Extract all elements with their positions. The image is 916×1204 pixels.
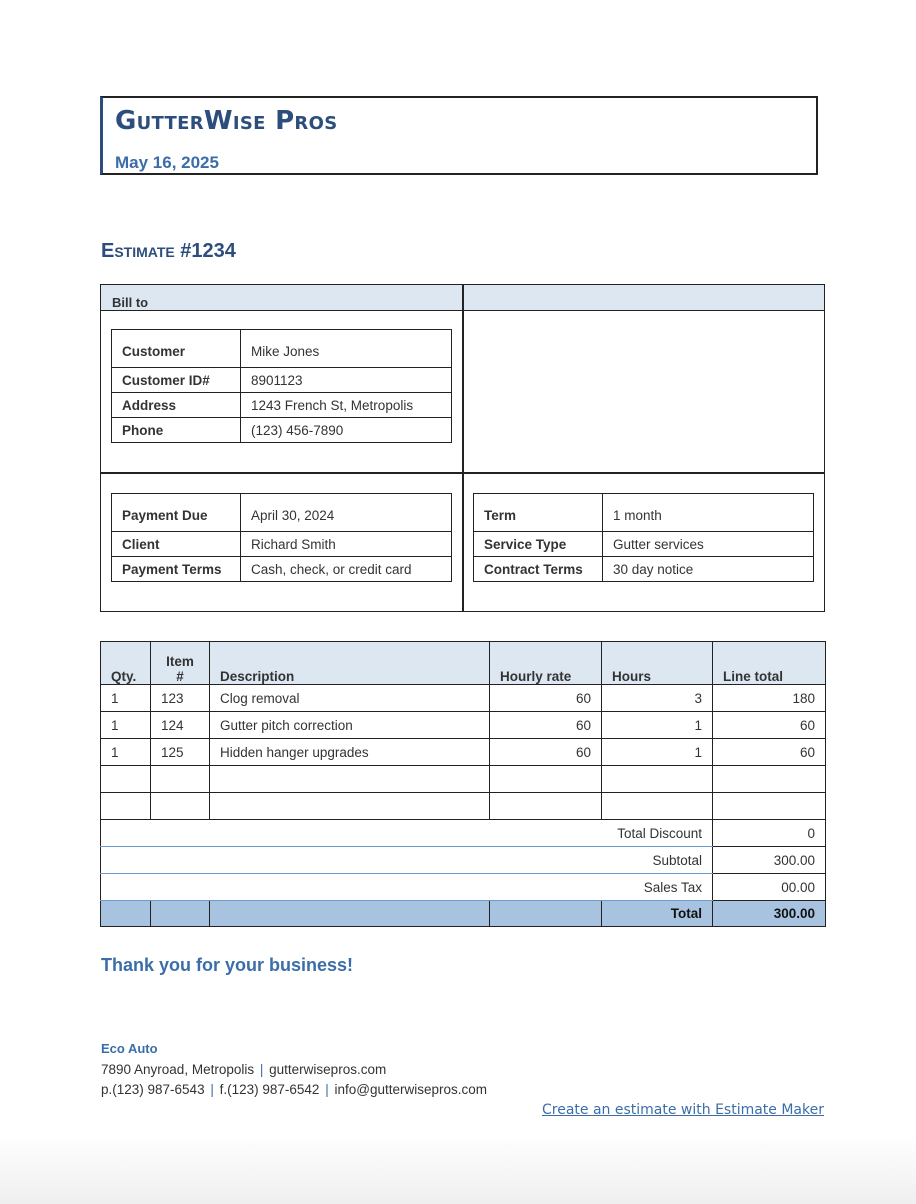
- payment-row: [112, 532, 452, 557]
- hourly-rate-cell: [490, 793, 602, 820]
- total-label: Total: [602, 901, 713, 927]
- company-header: [100, 96, 818, 175]
- payment-terms-label: Payment Terms: [112, 557, 241, 582]
- table-row: [101, 685, 826, 712]
- contract-table: [473, 493, 814, 582]
- phone-label: Phone: [112, 418, 241, 443]
- item-number-cell: [151, 793, 210, 820]
- hourly-rate-cell: 60: [490, 739, 602, 766]
- qty-cell: [101, 766, 151, 793]
- footer-address-line: [101, 1062, 386, 1077]
- description-cell: [210, 793, 490, 820]
- contract-row: [474, 532, 814, 557]
- footer-phone: p.(123) 987-6543: [101, 1082, 205, 1097]
- total-discount-value: 0: [713, 820, 826, 847]
- table-row-empty: [101, 766, 826, 793]
- hours-cell: 1: [602, 712, 713, 739]
- divider-vertical: [462, 285, 464, 611]
- contract-row: [474, 494, 814, 532]
- sales-tax-label: Sales Tax: [101, 874, 713, 901]
- footer-contact-line: [101, 1082, 487, 1097]
- estimate-title: Estimate #1234: [101, 240, 236, 262]
- items-header-row: [101, 642, 826, 685]
- bill-to-row: [112, 418, 452, 443]
- hourly-rate-cell: 60: [490, 712, 602, 739]
- contract-terms-value: 30 day notice: [603, 557, 814, 582]
- hourly-rate-cell: [490, 766, 602, 793]
- footer-separator: |: [325, 1082, 329, 1097]
- hourly-rate-cell: 60: [490, 685, 602, 712]
- contract-terms-label: Contract Terms: [474, 557, 603, 582]
- line-total-cell: 60: [713, 739, 826, 766]
- service-type-label: Service Type: [474, 532, 603, 557]
- hours-cell: [602, 766, 713, 793]
- address-label: Address: [112, 393, 241, 418]
- bill-to-row: [112, 393, 452, 418]
- table-row: [101, 739, 826, 766]
- qty-cell: [101, 793, 151, 820]
- item-number-header: Item #: [151, 642, 210, 685]
- subtotal-row: [101, 847, 826, 874]
- client-info-section: [100, 284, 825, 612]
- sales-tax-value: 00.00: [713, 874, 826, 901]
- hours-cell: [602, 793, 713, 820]
- company-name: GutterWise Pros: [115, 106, 338, 136]
- line-total-cell: 180: [713, 685, 826, 712]
- bill-to-label: Bill to: [112, 295, 149, 310]
- total-discount-row: [101, 820, 826, 847]
- payment-row: [112, 557, 452, 582]
- bill-to-row: [112, 368, 452, 393]
- page-bottom-shade: [0, 1134, 916, 1204]
- footer-business-name: Eco Auto: [101, 1041, 158, 1056]
- line-total-cell: [713, 766, 826, 793]
- description-header: Description: [210, 642, 490, 685]
- footer-address: 7890 Anyroad, Metropolis: [101, 1062, 255, 1077]
- qty-header: Qty.: [101, 642, 151, 685]
- customer-id-value: 8901123: [241, 368, 452, 393]
- phone-value: (123) 456-7890: [241, 418, 452, 443]
- contract-row: [474, 557, 814, 582]
- term-label: Term: [474, 494, 603, 532]
- description-cell: [210, 766, 490, 793]
- item-number-cell: [151, 766, 210, 793]
- customer-value: Mike Jones: [241, 330, 452, 368]
- hours-header: Hours: [602, 642, 713, 685]
- estimate-maker-link[interactable]: Create an estimate with Estimate Maker: [541, 1102, 824, 1118]
- line-items-table: [100, 641, 826, 927]
- hours-cell: 1: [602, 739, 713, 766]
- divider-horizontal: [101, 472, 824, 474]
- line-total-cell: 60: [713, 712, 826, 739]
- total-row: [101, 901, 826, 927]
- service-type-value: Gutter services: [603, 532, 814, 557]
- footer-website[interactable]: gutterwisepros.com: [269, 1062, 387, 1077]
- qty-cell: 1: [101, 712, 151, 739]
- client-value: Richard Smith: [241, 532, 452, 557]
- item-number-cell: 123: [151, 685, 210, 712]
- line-total-header: Line total: [713, 642, 826, 685]
- estimate-date: May 16, 2025: [115, 153, 219, 172]
- footer-fax: f.(123) 987-6542: [219, 1082, 320, 1097]
- item-number-cell: 124: [151, 712, 210, 739]
- hourly-rate-header: Hourly rate: [490, 642, 602, 685]
- description-cell: Hidden hanger upgrades: [210, 739, 490, 766]
- subtotal-label: Subtotal: [101, 847, 713, 874]
- payment-due-label: Payment Due: [112, 494, 241, 532]
- total-value: 300.00: [713, 901, 826, 927]
- total-blank-cell: [101, 901, 151, 927]
- payment-due-value: April 30, 2024: [241, 494, 452, 532]
- footer-separator: |: [259, 1062, 264, 1077]
- table-row-empty: [101, 793, 826, 820]
- customer-label: Customer: [112, 330, 241, 368]
- total-blank-cell: [210, 901, 490, 927]
- customer-id-label: Customer ID#: [112, 368, 241, 393]
- payment-table: [111, 493, 452, 582]
- payment-row: [112, 494, 452, 532]
- total-discount-label: Total Discount: [101, 820, 713, 847]
- client-label: Client: [112, 532, 241, 557]
- total-blank-cell: [151, 901, 210, 927]
- term-value: 1 month: [603, 494, 814, 532]
- payment-terms-value: Cash, check, or credit card: [241, 557, 452, 582]
- subtotal-value: 300.00: [713, 847, 826, 874]
- bill-to-table: [111, 329, 452, 443]
- item-number-cell: 125: [151, 739, 210, 766]
- qty-cell: 1: [101, 739, 151, 766]
- footer-separator: |: [210, 1082, 214, 1097]
- line-total-cell: [713, 793, 826, 820]
- footer-email[interactable]: info@gutterwisepros.com: [334, 1082, 488, 1097]
- bill-to-row: [112, 330, 452, 368]
- table-row: [101, 712, 826, 739]
- thank-you-message: Thank you for your business!: [101, 955, 354, 975]
- hours-cell: 3: [602, 685, 713, 712]
- description-cell: Clog removal: [210, 685, 490, 712]
- qty-cell: 1: [101, 685, 151, 712]
- description-cell: Gutter pitch correction: [210, 712, 490, 739]
- address-value: 1243 French St, Metropolis: [241, 393, 452, 418]
- sales-tax-row: [101, 874, 826, 901]
- total-blank-cell: [490, 901, 602, 927]
